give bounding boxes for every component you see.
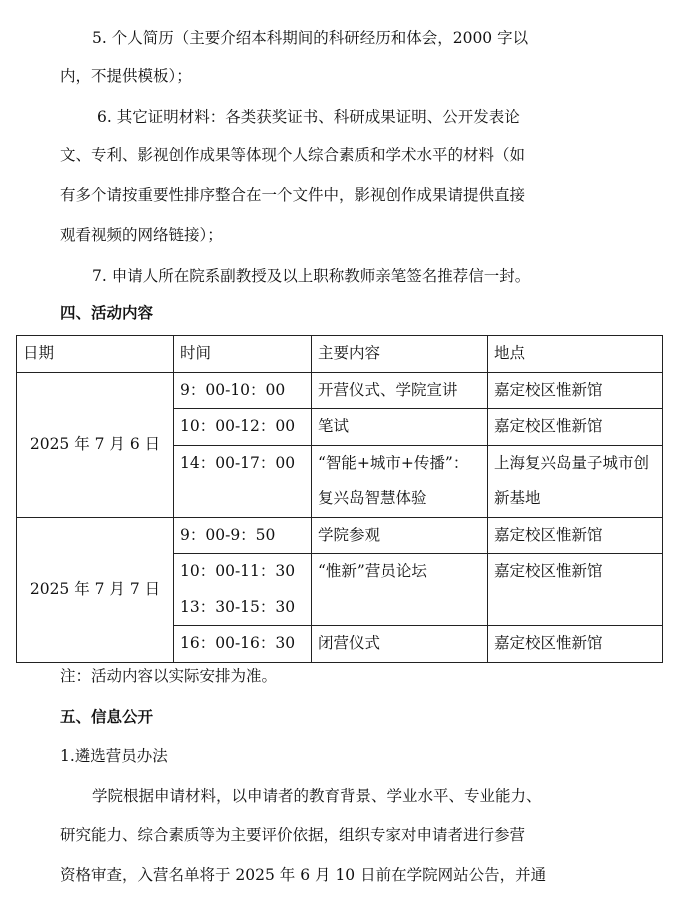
- paragraph-line-1: 学院根据申请材料，以申请者的教育背景、学业水平、专业能力、: [92, 787, 542, 805]
- place-cell: 嘉定校区惟新馆: [488, 517, 663, 554]
- place-cell: 嘉定校区惟新馆: [488, 372, 663, 409]
- item-6-line-1: 6. 其它证明材料：各类获奖证书、科研成果证明、公开发表论: [97, 108, 520, 126]
- place-cell: 嘉定校区惟新馆: [488, 626, 663, 663]
- section-4-heading: 四、活动内容: [60, 304, 154, 322]
- subsection-1-title: 1.遴选营员办法: [60, 747, 168, 765]
- item-6-line-2: 文、专利、影视创作成果等体现个人综合素质和学术水平的材料（如: [60, 146, 526, 164]
- time-cell: 9：00-9：50: [174, 517, 312, 554]
- item-6-line-4: 观看视频的网络链接）；: [60, 226, 223, 244]
- table-note: 注：活动内容以实际安排为准。: [60, 667, 278, 685]
- paragraph-line-2: 研究能力、综合素质等为主要评价依据，组织专家对申请者进行参营: [60, 826, 526, 844]
- place-cell: 嘉定校区惟新馆: [488, 409, 663, 446]
- paragraph-line-3: 资格审查，入营名单将于 2025 年 6 月 10 日前在学院网站公告，并通: [60, 866, 547, 884]
- time-cell: 14：00-17：00: [174, 445, 312, 517]
- activity-schedule-table: [16, 335, 663, 663]
- place-cell: 嘉定校区惟新馆: [488, 554, 663, 626]
- content-cell: 开营仪式、学院宣讲: [312, 372, 488, 409]
- table-row: [17, 372, 663, 409]
- section-5-heading: 五、信息公开: [60, 708, 154, 726]
- table-header-row: [17, 336, 663, 373]
- place-cell: 上海复兴岛量子城市创新基地: [488, 445, 663, 517]
- table-row: [17, 517, 663, 554]
- item-5-line-2: 内，不提供模板）；: [60, 67, 192, 85]
- item-5-line-1: 5. 个人简历（主要介绍本科期间的科研经历和体会，2000 字以: [92, 29, 529, 47]
- content-cell: 笔试: [312, 409, 488, 446]
- content-cell: “惟新”营员论坛: [312, 554, 488, 626]
- time-line-1: 10：00-11：30: [180, 562, 296, 580]
- header-content: 主要内容: [312, 336, 488, 373]
- content-cell: 学院参观: [312, 517, 488, 554]
- time-cell: 10：00-12：00: [174, 409, 312, 446]
- header-date: 日期: [17, 336, 174, 373]
- date-cell: 2025 年 7 月 6 日: [17, 372, 174, 517]
- item-6-line-3: 有多个请按重要性排序整合在一个文件中，影视创作成果请提供直接: [60, 186, 526, 204]
- content-cell: “智能+城市+传播”：复兴岛智慧体验: [312, 445, 488, 517]
- header-time: 时间: [174, 336, 312, 373]
- time-cell: [174, 554, 312, 626]
- time-line-2: 13：30-15：30: [180, 597, 296, 616]
- item-7: 7. 申请人所在院系副教授及以上职称教师亲笔签名推荐信一封。: [92, 267, 531, 285]
- header-place: 地点: [488, 336, 663, 373]
- date-cell: 2025 年 7 月 7 日: [17, 517, 174, 662]
- content-cell: 闭营仪式: [312, 626, 488, 663]
- time-cell: 16：00-16：30: [174, 626, 312, 663]
- time-cell: 9：00-10：00: [174, 372, 312, 409]
